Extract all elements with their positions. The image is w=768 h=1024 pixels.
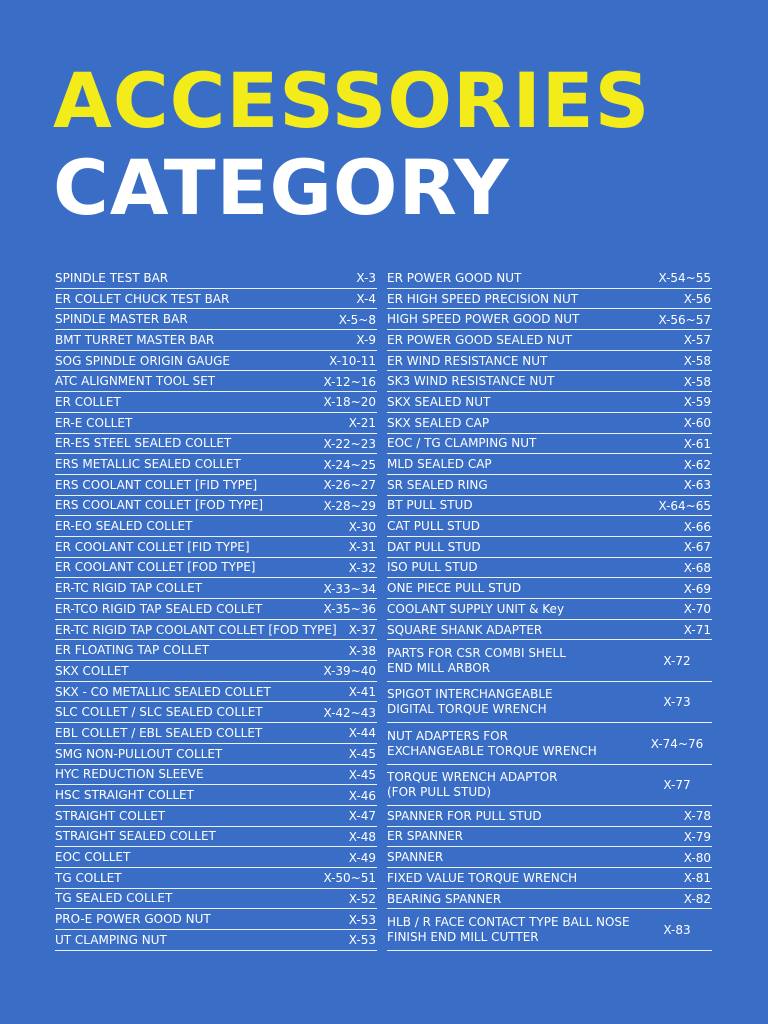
index-row [387,330,712,351]
index-row [387,289,712,310]
page-reference: X-10-11 [329,354,376,369]
index-row [55,330,377,351]
item-name: SPINDLE TEST BAR [55,270,169,285]
item-name: ERS COOLANT COLLET [FID TYPE] [55,477,258,492]
page-reference: X-67 [683,540,711,555]
index-row [55,827,377,848]
page-reference: X-45 [348,747,376,762]
page-reference: X-41 [348,685,376,700]
item-name: STRAIGHT SEALED COLLET [55,829,216,844]
item-name: SPINDLE MASTER BAR [55,312,188,327]
page-reference: X-4 [356,292,376,307]
page-reference: X-81 [683,871,711,886]
page-reference: X-66 [683,519,711,534]
page-reference: X-44 [348,726,376,741]
item-name: ER-EO SEALED COLLET [55,519,193,534]
item-name: ER-TC RIGID TAP COLLET [55,581,203,596]
page-reference: X-82 [683,892,711,907]
item-name: HYC REDUCTION SLEEVE [55,767,204,782]
index-row [55,640,377,661]
item-name: MLD SEALED CAP [387,457,492,472]
item-name: PARTS FOR CSR COMBI SHELL END MILL ARBOR [387,646,566,676]
page-reference: X-48 [348,829,376,844]
index-row [387,496,712,517]
page-reference: X-42~43 [323,705,376,720]
page-reference: X-68 [683,560,711,575]
item-name: SLC COLLET / SLC SEALED COLLET [55,705,263,720]
item-name: SMG NON-PULLOUT COLLET [55,746,223,761]
item-name: ER COLLET [55,394,121,409]
page-reference: X-62 [683,457,711,472]
index-row [387,558,712,579]
page-reference: X-61 [683,436,711,451]
item-name: ONE PIECE PULL STUD [387,581,522,596]
index-row [55,392,377,413]
index-row [55,599,377,620]
item-name: SKX SEALED NUT [387,394,491,409]
item-name: ER-TCO RIGID TAP SEALED COLLET [55,601,263,616]
index-row [55,351,377,372]
item-name: HLB / R FACE CONTACT TYPE BALL NOSE FINISH END MILL CUTTER [387,915,630,945]
title-accessories: ACCESSORIES [53,56,651,145]
page-reference: X-45 [348,767,376,782]
index-row [387,413,712,434]
item-name: SR SEALED RING [387,477,488,492]
item-name: SPANNER FOR PULL STUD [387,808,542,823]
page-reference: X-39~40 [323,664,376,679]
page-reference: X-53 [348,912,376,927]
index-row [55,661,377,682]
page-reference: X-72 [663,654,691,669]
index-row [387,578,712,599]
page-reference: X-52 [348,891,376,906]
page-reference: X-9 [356,333,376,348]
index-row [55,371,377,392]
page-reference: X-31 [348,540,376,555]
index-row [55,516,377,537]
item-name: SPANNER [387,850,444,865]
page-reference: X-18~20 [323,395,376,410]
page-reference: X-28~29 [323,498,376,513]
index-row [55,889,377,910]
index-row [55,702,377,723]
page-reference: X-58 [683,374,711,389]
index-row [387,599,712,620]
index-row [387,454,712,475]
index-row [55,309,377,330]
item-name: ER-E COLLET [55,415,133,430]
item-name: EBL COLLET / EBL SEALED COLLET [55,725,263,740]
left-index-column [55,268,377,951]
index-row [387,806,712,827]
index-row [55,682,377,703]
page-reference: X-53 [348,933,376,948]
page-reference: X-80 [683,850,711,865]
page-reference: X-77 [663,778,691,793]
item-name: NUT ADAPTERS FOR EXCHANGEABLE TORQUE WRENCH [387,728,597,758]
index-row [55,785,377,806]
item-name: HIGH SPEED POWER GOOD NUT [387,312,580,327]
item-name: FIXED VALUE TORQUE WRENCH [387,870,578,885]
index-row [387,682,712,723]
page-reference: X-58 [683,354,711,369]
item-name: TG SEALED COLLET [55,891,173,906]
page-reference: X-30 [348,519,376,534]
page-reference: X-63 [683,478,711,493]
page-reference: X-59 [683,395,711,410]
item-name: ER FLOATING TAP COLLET [55,643,210,658]
page-reference: X-3 [356,271,376,286]
page-reference: X-50~51 [323,871,376,886]
item-name: HSC STRAIGHT COLLET [55,788,194,803]
item-name: EOC / TG CLAMPING NUT [387,436,537,451]
item-name: TG COLLET [55,870,122,885]
page-reference: X-32 [348,560,376,575]
item-name: BT PULL STUD [387,498,473,513]
page-reference: X-24~25 [323,457,376,472]
page-reference: X-38 [348,643,376,658]
index-row [387,537,712,558]
page-reference: X-60 [683,416,711,431]
index-row [387,909,712,950]
index-row [55,558,377,579]
item-name: ER COOLANT COLLET [FID TYPE] [55,539,250,554]
index-row [55,620,377,641]
item-name: ERS COOLANT COLLET [FOD TYPE] [55,498,264,513]
item-name: SKX - CO METALLIC SEALED COLLET [55,684,271,699]
index-row [55,723,377,744]
page-reference: X-57 [683,333,711,348]
item-name: STRAIGHT COLLET [55,808,166,823]
page-reference: X-83 [663,923,691,938]
item-name: CAT PULL STUD [387,519,480,534]
index-row [387,371,712,392]
index-row [55,454,377,475]
index-row [55,475,377,496]
index-row [387,889,712,910]
page-reference: X-78 [683,809,711,824]
index-row [387,640,712,681]
page-reference: X-56~57 [658,312,711,327]
item-name: TORQUE WRENCH ADAPTOR (FOR PULL STUD) [387,770,558,800]
page-reference: X-56 [683,292,711,307]
item-name: ER-ES STEEL SEALED COLLET [55,436,232,451]
page-reference: X-64~65 [658,498,711,513]
page-reference: X-74~76 [650,736,704,751]
page-reference: X-22~23 [323,436,376,451]
item-name: ER COOLANT COLLET [FOD TYPE] [55,560,256,575]
index-row [55,578,377,599]
item-name: ER POWER GOOD SEALED NUT [387,332,573,347]
page-reference: X-5~8 [338,312,376,327]
index-row [55,496,377,517]
index-row [387,765,712,806]
page-reference: X-21 [348,416,376,431]
page-reference: X-47 [348,809,376,824]
page-reference: X-46 [348,788,376,803]
item-name: EOC COLLET [55,850,131,865]
item-name: COOLANT SUPPLY UNIT & Key [387,601,565,616]
item-name: ER SPANNER [387,829,463,844]
page-reference: X-49 [348,850,376,865]
item-name: ER POWER GOOD NUT [387,270,522,285]
page-reference: X-70 [683,602,711,617]
item-name: SOG SPINDLE ORIGIN GAUGE [55,353,230,368]
index-row [55,744,377,765]
index-row [387,620,712,641]
item-name: SPIGOT INTERCHANGEABLE DIGITAL TORQUE WRENCH [387,687,553,717]
index-row [55,537,377,558]
index-row [55,268,377,289]
item-name: UT CLAMPING NUT [55,932,167,947]
index-row [387,868,712,889]
item-name: SKX COLLET [55,663,129,678]
index-row [55,413,377,434]
index-row [387,309,712,330]
item-name: BMT TURRET MASTER BAR [55,332,215,347]
item-name: DAT PULL STUD [387,539,481,554]
index-row [55,434,377,455]
index-row [55,909,377,930]
item-name: BEARING SPANNER [387,891,502,906]
item-name: ER HIGH SPEED PRECISION NUT [387,291,579,306]
item-name: ER COLLET CHUCK TEST BAR [55,291,230,306]
item-name: SK3 WIND RESISTANCE NUT [387,374,555,389]
item-name: SKX SEALED CAP [387,415,490,430]
page-reference: X-37 [348,623,376,638]
item-name: SQUARE SHANK ADAPTER [387,622,543,637]
item-name: PRO-E POWER GOOD NUT [55,912,211,927]
index-row [387,434,712,455]
page-reference: X-12~16 [323,374,376,389]
page-reference: X-69 [683,581,711,596]
index-row [55,765,377,786]
title-category: CATEGORY [53,143,510,232]
page-reference: X-71 [683,623,711,638]
right-index-column [387,268,712,951]
item-name: ERS METALLIC SEALED COLLET [55,457,241,472]
index-row [387,847,712,868]
item-name: ISO PULL STUD [387,560,478,575]
index-row [55,930,377,951]
index-row [387,351,712,372]
page-reference: X-73 [663,695,691,710]
index-row [55,289,377,310]
page-reference: X-26~27 [323,478,376,493]
index-row [55,806,377,827]
page-reference: X-79 [683,829,711,844]
index-row [387,827,712,848]
index-row [55,868,377,889]
index-row [387,723,712,764]
item-name: ER WIND RESISTANCE NUT [387,353,548,368]
page-reference: X-54~55 [658,271,711,286]
index-row [387,475,712,496]
index-row [387,516,712,537]
index-row [55,847,377,868]
page-reference: X-33~34 [323,581,376,596]
page-reference: X-35~36 [323,602,376,617]
index-row [387,392,712,413]
item-name: ER-TC RIGID TAP COOLANT COLLET [FOD TYPE] [55,622,337,637]
item-name: ATC ALIGNMENT TOOL SET [55,374,216,389]
index-row [387,268,712,289]
